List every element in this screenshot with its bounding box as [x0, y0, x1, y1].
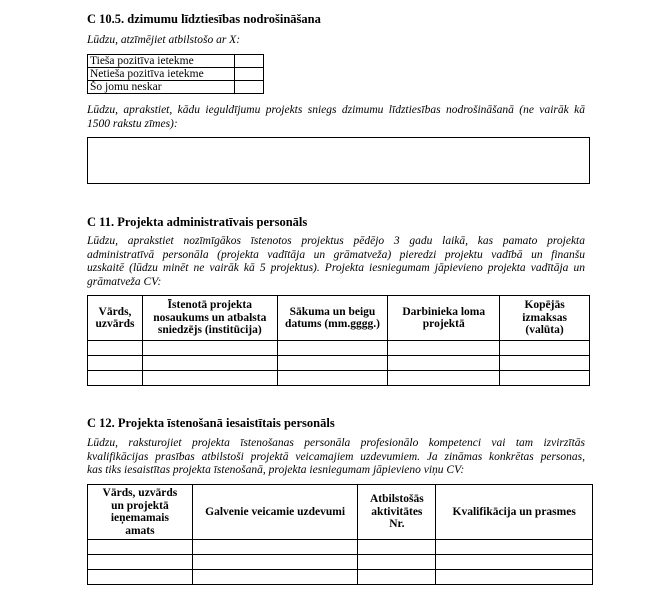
- table-cell[interactable]: [142, 356, 277, 371]
- option-label: Tieša pozitīva ietekme: [88, 55, 235, 68]
- table-cell[interactable]: [192, 540, 358, 555]
- table-cell[interactable]: [277, 356, 388, 371]
- table-cell[interactable]: [388, 341, 500, 356]
- table-header-row: [88, 485, 593, 540]
- table-row: [88, 570, 593, 585]
- option-row: [88, 55, 264, 68]
- table-row: [88, 555, 593, 570]
- c11-desc-line: grāmatveža CV:: [87, 275, 162, 288]
- table-cell[interactable]: [500, 341, 590, 356]
- c12-desc-line: kvalifikācijas prasības atbilstoši projektā veicamajiem uzdevumiem. Ja zināmas konkrētas personas,: [87, 450, 585, 463]
- option-checkbox[interactable]: [235, 81, 264, 94]
- table-cell[interactable]: [436, 570, 593, 585]
- table-cell[interactable]: [358, 540, 436, 555]
- col-header-project: Īstenotā projekta nosaukums un atbalsta sniedzējs (institūcija): [142, 296, 277, 341]
- option-checkbox[interactable]: [235, 55, 264, 68]
- c11-desc-line: Lūdzu, aprakstiet nozīmīgākos īstenotos projektus pēdējo 3 gadu laikā, kas pamato projekta: [87, 235, 585, 247]
- table-cell[interactable]: [277, 371, 388, 386]
- table-cell[interactable]: [436, 555, 593, 570]
- table-cell[interactable]: [388, 371, 500, 386]
- col-header-role: Darbinieka loma projektā: [388, 296, 500, 341]
- c12-desc-line: kas tiks iesaistītas projekta īstenošanā, projekta iesniegumam jāpievieno viņu CV:: [87, 464, 465, 477]
- c11-desc-line: uzskaitē (lūdzu minēt ne vairāk kā 5 projektus). Projekta iesniegumam jāpievieno projekta vadītāja un: [87, 262, 585, 275]
- c11-staff-table: [87, 295, 590, 386]
- c10-5-title: C 10.5. dzimumu līdztiesības nodrošināšana: [87, 12, 321, 26]
- table-cell[interactable]: [192, 555, 358, 570]
- table-cell[interactable]: [277, 341, 388, 356]
- c10-5-describe-line: 1500 rakstu zīmes):: [87, 118, 178, 130]
- table-cell[interactable]: [436, 540, 593, 555]
- col-header-tasks: Galvenie veicamie uzdevumi: [192, 485, 358, 540]
- table-cell[interactable]: [88, 341, 143, 356]
- c12-title: C 12. Projekta īstenošanā iesaistītais personāls: [87, 416, 335, 430]
- table-row: [88, 540, 593, 555]
- col-header-costs: Kopējās izmaksas (valūta): [500, 296, 590, 341]
- option-label: Netieša pozitīva ietekme: [88, 68, 235, 81]
- table-cell[interactable]: [88, 356, 143, 371]
- table-row: [88, 371, 590, 386]
- option-row: [88, 81, 264, 94]
- option-label: Šo jomu neskar: [88, 81, 235, 94]
- c12-desc-line: Lūdzu, raksturojiet projekta īstenošanas personāla profesionālo kompetenci vai tam izvirzītās: [87, 437, 585, 449]
- table-cell[interactable]: [500, 356, 590, 371]
- table-cell[interactable]: [388, 356, 500, 371]
- table-cell[interactable]: [142, 341, 277, 356]
- table-cell[interactable]: [88, 555, 193, 570]
- c11-title: C 11. Projekta administratīvais personāls: [87, 215, 308, 229]
- col-header-qualification: Kvalifikācija un prasmes: [436, 485, 593, 540]
- c11-desc-line: administratīvā personāla (projekta vadītāja un grāmatveža) pieredzi projektu vadībā un finanšu: [87, 248, 585, 261]
- c10-5-describe-line: Lūdzu, aprakstiet, kādu ieguldījumu projekts sniegs dzimumu līdztiesības nodrošināšanā (ne vairāk kā: [87, 104, 585, 116]
- col-header-name: Vārds, uzvārds: [88, 296, 143, 341]
- c10-5-checkbox-table: [87, 54, 264, 94]
- option-row: [88, 68, 264, 81]
- table-cell[interactable]: [142, 371, 277, 386]
- option-checkbox[interactable]: [235, 68, 264, 81]
- col-header-dates: Sākuma un beigu datums (mm.gggg.): [277, 296, 388, 341]
- table-row: [88, 356, 590, 371]
- col-header-name-position: Vārds, uzvārds un projektā ieņemamais amats: [88, 485, 193, 540]
- table-cell[interactable]: [192, 570, 358, 585]
- c12-staff-table: [87, 484, 593, 585]
- c11-description: [87, 235, 585, 289]
- table-cell[interactable]: [88, 371, 143, 386]
- c10-5-instruction: Lūdzu, atzīmējiet atbilstošo ar X:: [87, 34, 241, 46]
- table-cell[interactable]: [358, 570, 436, 585]
- table-cell[interactable]: [358, 555, 436, 570]
- table-cell[interactable]: [88, 570, 193, 585]
- table-cell[interactable]: [88, 540, 193, 555]
- col-header-activity-no: Atbilstošās aktivitātes Nr.: [358, 485, 436, 540]
- table-cell[interactable]: [500, 371, 590, 386]
- table-header-row: [88, 296, 590, 341]
- c12-description: [87, 437, 585, 478]
- gender-equality-description-textarea[interactable]: [87, 137, 590, 184]
- table-row: [88, 341, 590, 356]
